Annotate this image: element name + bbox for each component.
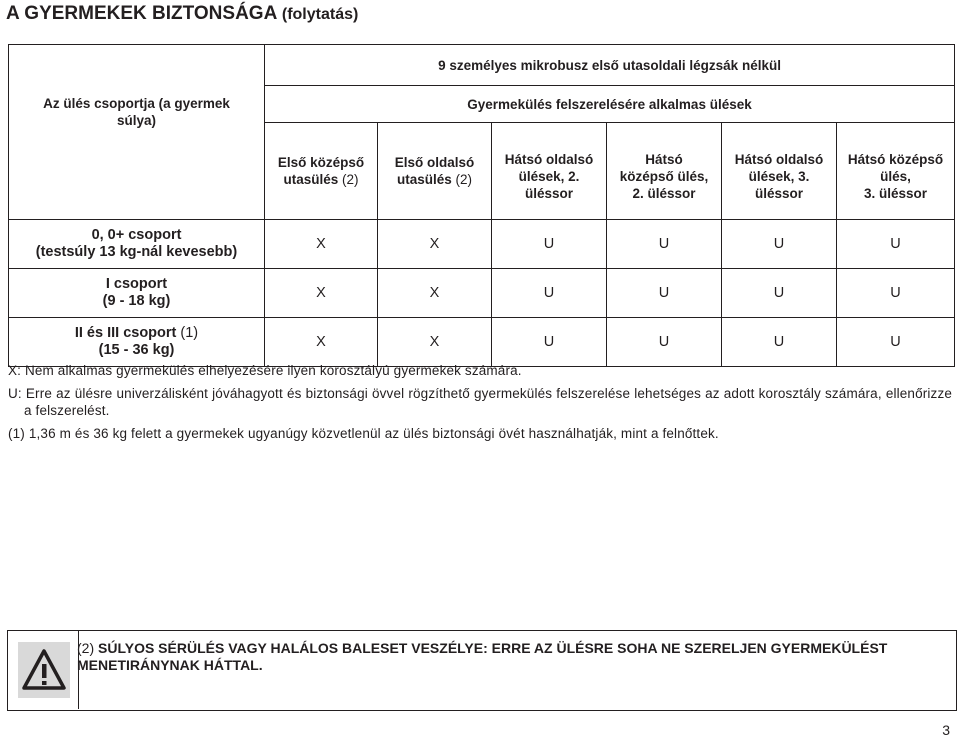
warning-box bbox=[7, 630, 957, 711]
table-row bbox=[9, 269, 955, 318]
col-header-rear-middle-row2: Hátsó középső ülés, 2. üléssor bbox=[607, 123, 722, 220]
table-cell: U bbox=[837, 269, 955, 318]
table-cell: X bbox=[265, 318, 378, 367]
suitable-seats-header: Gyermekülés felszerelésére alkalmas ülések bbox=[265, 86, 955, 123]
warning-triangle-icon bbox=[18, 642, 70, 698]
seat-suitability-table bbox=[8, 44, 955, 367]
col-header-rear-side-row2: Hátsó oldalsó ülések, 2. üléssor bbox=[492, 123, 607, 220]
table-cell: U bbox=[607, 269, 722, 318]
note-x: X: Nem alkalmas gyermekülés elhelyezésére ilyen korosztályú gyermekek számára. bbox=[8, 363, 522, 378]
table-cell: U bbox=[837, 220, 955, 269]
note-u: U: Erre az ülésre univerzálisként jóváhagyott és biztonsági övvel rögzíthető gyermekülés felszerelése lehetséges az adott korosztály számára, ellenőrizze a felszerelést. bbox=[8, 386, 952, 418]
col-header-front-middle: Első középső utasülés (2) bbox=[265, 123, 378, 220]
table-cell: U bbox=[492, 220, 607, 269]
table-cell: X bbox=[265, 220, 378, 269]
table-cell: U bbox=[607, 220, 722, 269]
table-cell: U bbox=[722, 220, 837, 269]
col-header-rear-side-row3: Hátsó oldalsó ülések, 3. üléssor bbox=[722, 123, 837, 220]
table-cell: U bbox=[722, 269, 837, 318]
table-row bbox=[9, 220, 955, 269]
vehicle-header: 9 személyes mikrobusz első utasoldali légzsák nélkül bbox=[265, 45, 955, 86]
table-cell: X bbox=[378, 269, 492, 318]
notes-section bbox=[8, 362, 952, 448]
warning-text: (2) SÚLYOS SÉRÜLÉS VAGY HALÁLOS BALESET VESZÉLYE: ERRE AZ ÜLÉSRE SOHA NE SZERELJEN GYERMEKÜLÉST MENETIRÁNYNAK HÁTTAL. bbox=[77, 640, 888, 673]
table-cell: U bbox=[492, 318, 607, 367]
table-cell: X bbox=[378, 220, 492, 269]
page-title bbox=[6, 3, 358, 25]
corner-header: Az ülés csoportja (a gyermek súlya) bbox=[9, 45, 265, 220]
table-cell: U bbox=[607, 318, 722, 367]
row-group-label: I csoport (9 - 18 kg) bbox=[9, 269, 265, 318]
page-title-suffix: (folytatás) bbox=[281, 6, 359, 23]
table-cell: U bbox=[492, 269, 607, 318]
col-header-rear-middle-row3: Hátsó középső ülés, 3. üléssor bbox=[837, 123, 955, 220]
row-group-label: II és III csoport (1) (15 - 36 kg) bbox=[9, 318, 265, 367]
table-cell: X bbox=[265, 269, 378, 318]
row-group-label: 0, 0+ csoport (testsúly 13 kg-nál kevesebb) bbox=[9, 220, 265, 269]
table-cell: U bbox=[722, 318, 837, 367]
table-row bbox=[9, 318, 955, 367]
page-title-main: A GYERMEKEK BIZTONSÁGA bbox=[6, 3, 277, 24]
col-header-front-side: Első oldalsó utasülés (2) bbox=[378, 123, 492, 220]
table-cell: X bbox=[378, 318, 492, 367]
footnote-1: (1) 1,36 m és 36 kg felett a gyermekek ugyanúgy közvetlenül az ülés biztonsági övét használhatják, mint a felnőttek. bbox=[8, 426, 719, 441]
table-cell: U bbox=[837, 318, 955, 367]
page-number: 3 bbox=[942, 722, 950, 738]
